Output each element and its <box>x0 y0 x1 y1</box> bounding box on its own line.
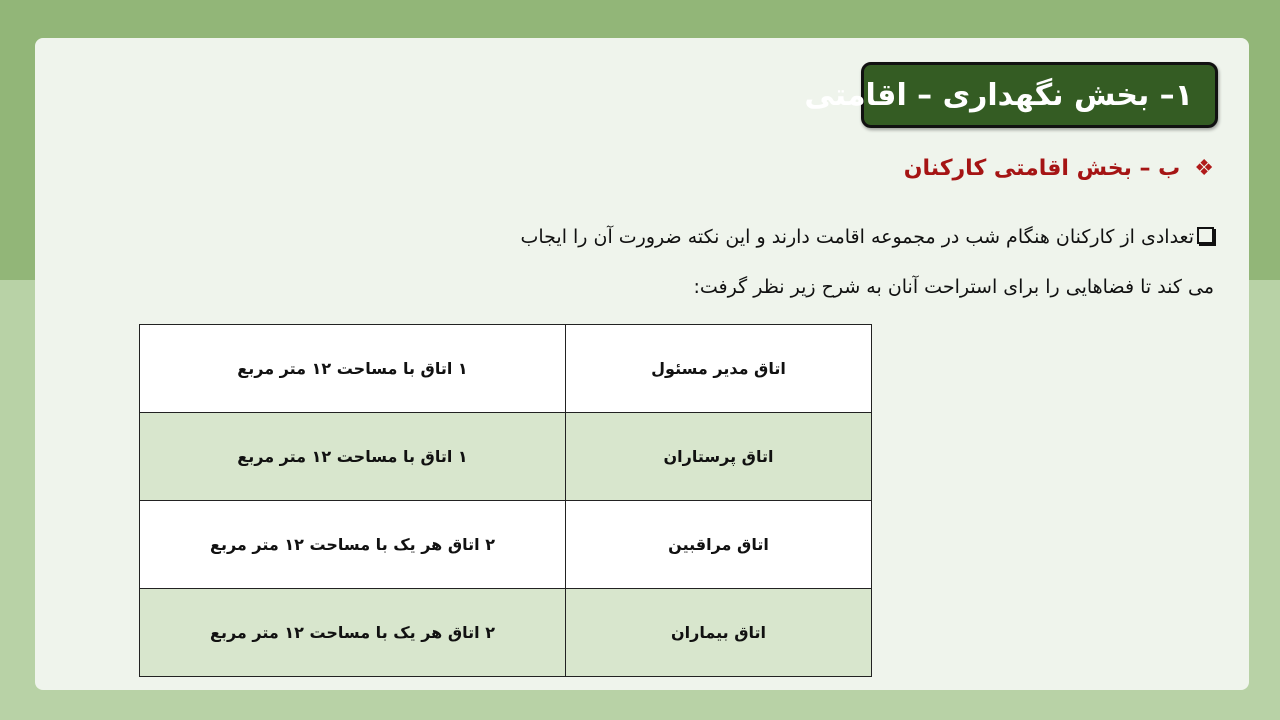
table-row <box>140 413 872 501</box>
paragraph-line-1 <box>454 212 1214 262</box>
checkbox-bullet-icon <box>1197 227 1214 244</box>
room-value-cell: ۱ اتاق با مساحت ۱۲ متر مربع <box>140 413 566 501</box>
room-value-cell: ۲ اتاق هر یک با مساحت ۱۲ متر مربع <box>140 501 566 589</box>
room-name-cell: اتاق مراقبین <box>566 501 872 589</box>
table-row <box>140 325 872 413</box>
paragraph-line-2: می کند تا فضاهایی را برای استراحت آنان به شرح زیر نظر گرفت: <box>693 276 1214 298</box>
description-paragraph <box>454 212 1214 312</box>
table-row <box>140 589 872 677</box>
room-name-cell: اتاق بیماران <box>566 589 872 677</box>
slide-title: ۱– بخش نگهداری – اقامتی <box>804 77 1193 113</box>
section-subtitle <box>904 156 1214 181</box>
room-value-cell: ۲ اتاق هر یک با مساحت ۱۲ متر مربع <box>140 589 566 677</box>
room-name-cell: اتاق پرستاران <box>566 413 872 501</box>
title-banner <box>804 62 1218 128</box>
diamond-bullet-icon: ❖ <box>1194 156 1214 181</box>
rooms-table <box>139 324 872 677</box>
room-value-cell: ۱ اتاق با مساحت ۱۲ متر مربع <box>140 325 566 413</box>
paragraph-line-1-text: تعدادی از کارکنان هنگام شب در مجموعه اقامت دارند و این نکته ضرورت آن را ایجاب <box>520 226 1194 248</box>
table-row <box>140 501 872 589</box>
room-name-cell: اتاق مدیر مسئول <box>566 325 872 413</box>
subtitle-text: ب – بخش اقامتی کارکنان <box>903 156 1181 181</box>
